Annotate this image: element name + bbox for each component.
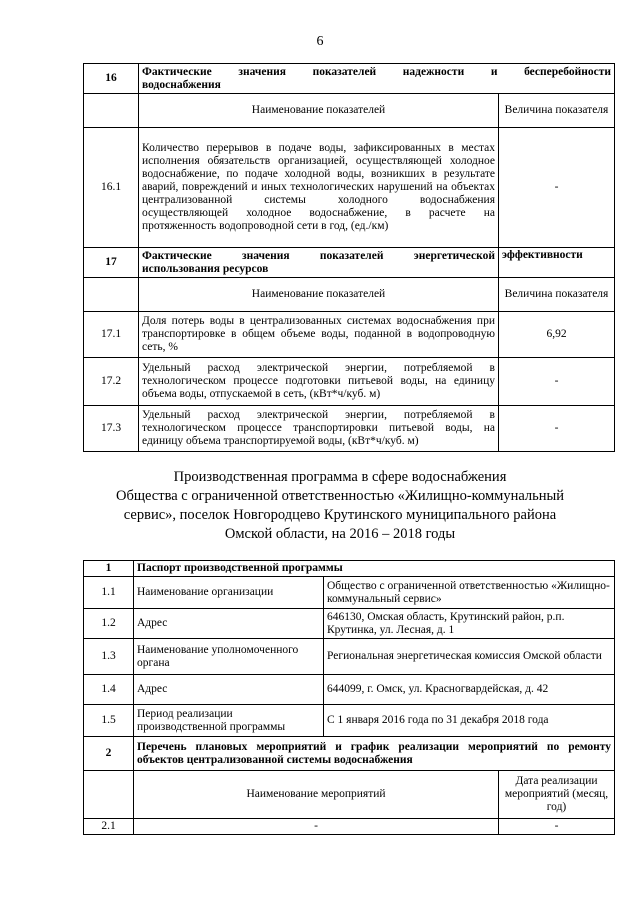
row-label: Адрес bbox=[134, 675, 324, 705]
passport-row bbox=[84, 609, 615, 639]
row-number: 17.3 bbox=[84, 406, 139, 452]
row-value: Общество с ограниченной ответственностью «Жилищно-коммунальный сервис» bbox=[324, 577, 615, 609]
column-header-value: Величина показателя bbox=[499, 278, 615, 312]
row-text: Удельный расход электрической энергии, потребляемой в технологическом процессе подготовки питьевой воды, на единицу объема воды, отпускаемой в сеть, (кВт*ч/куб. м) bbox=[139, 358, 499, 406]
row-value: С 1 января 2016 года по 31 декабря 2018 года bbox=[324, 705, 615, 737]
section-title-line: Фактические значения показателей энергетической bbox=[142, 249, 495, 262]
row-label: Период реализации производственной программы bbox=[134, 705, 324, 737]
header-row bbox=[84, 94, 615, 128]
section-2-row bbox=[84, 737, 615, 771]
header-row bbox=[84, 278, 615, 312]
row-number: 1.1 bbox=[84, 577, 134, 609]
row-value: - bbox=[499, 358, 615, 406]
section-number: 1 bbox=[84, 561, 134, 577]
header-row bbox=[84, 771, 615, 819]
table-row bbox=[84, 128, 615, 248]
heading-line: сервис», поселок Новгородцево Крутинского муниципального района bbox=[123, 507, 557, 523]
row-number: 17.1 bbox=[84, 312, 139, 358]
passport-row bbox=[84, 639, 615, 675]
section-1-row bbox=[84, 561, 615, 577]
row-number: 2.1 bbox=[84, 819, 134, 835]
row-number: 1.5 bbox=[84, 705, 134, 737]
row-label: Наименование уполномоченного органа bbox=[134, 639, 324, 675]
section-17-row bbox=[84, 248, 615, 278]
program-heading bbox=[60, 468, 620, 544]
row-number: 17.2 bbox=[84, 358, 139, 406]
row-value: - bbox=[499, 128, 615, 248]
passport-row bbox=[84, 577, 615, 609]
program-table bbox=[83, 560, 615, 835]
row-value: 646130, Омская область, Крутинский район, р.п. Крутинка, ул. Лесная, д. 1 bbox=[324, 609, 615, 639]
heading-line: Общества с ограниченной ответственностью «Жилищно-коммунальный bbox=[115, 488, 564, 504]
page-number: 6 bbox=[316, 34, 324, 49]
row-number: 1.3 bbox=[84, 639, 134, 675]
section-title-line: водоснабжения bbox=[142, 78, 221, 91]
indicators-table bbox=[83, 63, 615, 452]
row-number: 1.4 bbox=[84, 675, 134, 705]
column-header-value: Величина показателя bbox=[499, 94, 615, 128]
row-text: Удельный расход электрической энергии, потребляемой в технологическом процессе транспортировки питьевой воды, на единицу объема транспортируемой воды, (кВт*ч/куб. м) bbox=[139, 406, 499, 452]
row-value: - bbox=[499, 406, 615, 452]
column-header-name: Наименование показателей bbox=[139, 278, 499, 312]
row-text: Количество перерывов в подаче воды, зафиксированных в местах исполнения обязательств организацией, осуществляющей холодное водоснабжение, по подаче холодной воды, возникших в результате аварий, повреждений и иных технологических нарушений на объектах централизованной системы холодного водоснабжения осуществляющей холодное водоснабжение, в расчете на протяженность водопроводной сети в год, (ед./км) bbox=[139, 128, 499, 248]
heading-line: Омской области, на 2016 – 2018 годы bbox=[224, 526, 456, 542]
row-text: Доля потерь воды в централизованных системах водоснабжения при транспортировке в общем объеме воды, поданной в водопроводную сеть, % bbox=[139, 312, 499, 358]
row-value: Региональная энергетическая комиссия Омской области bbox=[324, 639, 615, 675]
table-row bbox=[84, 312, 615, 358]
table-row bbox=[84, 406, 615, 452]
table-row bbox=[84, 358, 615, 406]
section-title bbox=[139, 64, 615, 94]
section-number: 16 bbox=[84, 64, 139, 94]
row-name: - bbox=[134, 819, 499, 835]
section-number: 2 bbox=[84, 737, 134, 771]
section-16-row bbox=[84, 64, 615, 94]
passport-row bbox=[84, 705, 615, 737]
section-title-line: использования ресурсов bbox=[142, 262, 269, 275]
section-title-right: эффективности bbox=[499, 248, 615, 278]
section-title bbox=[139, 248, 499, 278]
row-value: 6,92 bbox=[499, 312, 615, 358]
row-number: 16.1 bbox=[84, 128, 139, 248]
table-row bbox=[84, 819, 615, 835]
section-title-line: Фактические значения показателей надежности и бесперебойности bbox=[142, 65, 611, 78]
row-value: 644099, г. Омск, ул. Красногвардейская, д. 42 bbox=[324, 675, 615, 705]
section-number: 17 bbox=[84, 248, 139, 278]
row-label: Адрес bbox=[134, 609, 324, 639]
column-header-name: Наименование мероприятий bbox=[134, 771, 499, 819]
column-header-name: Наименование показателей bbox=[139, 94, 499, 128]
row-label: Наименование организации bbox=[134, 577, 324, 609]
passport-row bbox=[84, 675, 615, 705]
row-number: 1.2 bbox=[84, 609, 134, 639]
row-date: - bbox=[499, 819, 615, 835]
heading-line: Производственная программа в сфере водоснабжения bbox=[173, 469, 507, 485]
column-header-date: Дата реализации мероприятий (месяц, год) bbox=[499, 771, 615, 819]
section-title: Перечень плановых мероприятий и график реализации мероприятий по ремонту объектов централизованной системы водоснабжения bbox=[134, 737, 615, 771]
section-title: Паспорт производственной программы bbox=[134, 561, 615, 577]
